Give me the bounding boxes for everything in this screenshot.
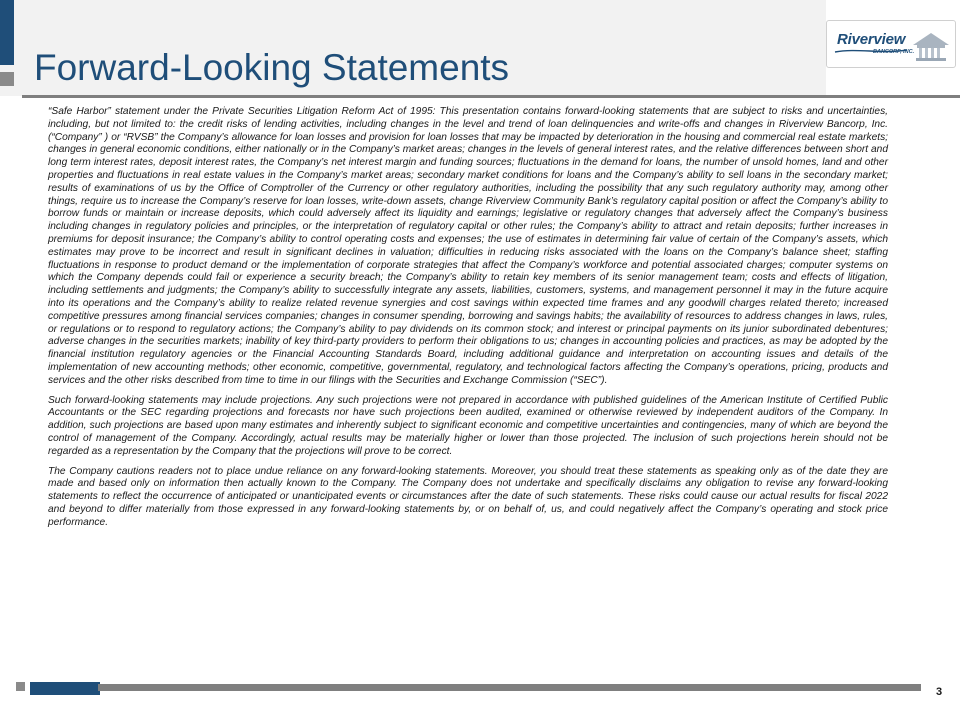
page-number: 3 bbox=[936, 686, 943, 698]
header-divider bbox=[22, 95, 960, 98]
footer-accent-square bbox=[16, 682, 25, 691]
caution-paragraph: The Company cautions readers not to place undue reliance on any forward-looking statements. Moreover, you should treat these statements as speaking only as of the date they are made and based only on information then actually known to the Company. The Company does not undertake and specifically disclaims any obligation to revise any forward-looking statements to reflect the occurrence of anticipated or unanticipated events or circumstances after the date of such statements. These risks could cause our actual results for fiscal 2022 and beyond to differ materially from those expressed in any forward-looking statements by, or on behalf of, us, and could negatively affect the Company’s operating and stock price performance. bbox=[48, 465, 888, 528]
projections-paragraph: Such forward-looking statements may include projections. Any such projections were not prepared in accordance with published guidelines of the American Institute of Certified Public Accountants or the SEC regarding projections and forecasts nor have such projections been audited, examined or otherwise reviewed by independent auditors of the Company. In addition, such projections are based upon many estimates and inherently subject to significant economic and competitive uncertainties and contingencies, many of which are beyond the control of management of the Company. Accordingly, actual results may be materially higher or lower than those projected. The inclusion of such projections herein should not be regarded as a representation by the Company that the projections will prove to be correct. bbox=[48, 394, 888, 457]
company-logo bbox=[826, 20, 956, 68]
safe-harbor-paragraph: “Safe Harbor” statement under the Private Securities Litigation Reform Act of 1995: This presentation contains forward-looking statements that are subject to risks and uncertainties, including, but not limited to: the credit risks of lending activities, including changes in the level and trend of loan delinquencies and write-offs and changes in Riverview Bancorp, Inc. (“Company” ) or “RVSB” the Company’s allowance for loan losses and provision for loan losses that may be impacted by deterioration in the housing and commercial real estate markets; changes in general economic conditions, either nationally or in the Company’s market areas; changes in the levels of general interest rates, and the relative differences between short and long term interest rates, deposit interest rates, the Company’s net interest margin and funding sources; fluctuations in the demand for loans, the number of unsold homes, land and other properties and fluctuations in real estate values in the Company’s market areas; secondary market conditions for loans and the Company’s ability to sell loans in the secondary market; results of examinations of us by the Office of Comptroller of the Currency or other regulatory authorities, including the possibility that any such regulatory authority may, among other things, require us to increase the Company’s reserve for loan losses, write-down assets, change Riverview Community Bank’s regulatory capital position or affect the Company’s ability to borrow funds or maintain or increase deposits, which could adversely affect its liquidity and earnings; legislative or regulatory changes that adversely affect the Company’s business including changes in regulatory policies and principles, or the interpretation of regulatory capital or other rules; the Company’s ability to attract and retain deposits; further increases in premiums for deposit insurance; the Company’s ability to control operating costs and expenses; the use of estimates in determining fair value of certain of the Company’s assets, which estimates may prove to be incorrect and result in significant declines in valuation; difficulties in reducing risks associated with the loans on the Company’s balance sheet; staffing fluctuations in response to product demand or the implementation of corporate strategies that affect the Company’s workforce and potential associated charges; computer systems on which the Company depends could fail or experience a security breach; the Company’s ability to retain key members of its senior management team; costs and effects of litigation, including settlements and judgments; the Company’s ability to successfully integrate any assets, liabilities, customers, systems, and management personnel it may in the future acquire into its operations and the Company’s ability to realize related revenue synergies and cost savings within expected time frames and any goodwill charges related thereto; increased competitive pressures among financial services companies; changes in consumer spending, borrowing and savings habits; the availability of resources to address changes in laws, rules, or regulations or to respond to regulatory actions; the Company’s ability to pay dividends on its common stock; and interest or principal payments on its junior subordinated debentures; adverse changes in the securities markets; inability of key third-party providers to perform their obligations to us; changes in accounting policies and practices, as may be adopted by the financial institution regulatory agencies or the Financial Accounting Standards Board, including additional guidance and interpretation on accounting issues and details of the implementation of new accounting methods; other economic, competitive, governmental, regulatory, and technological factors affecting the Company’s operations, pricing, products and services and the other risks described from time to time in our filings with the Securities and Exchange Commission (“SEC”). bbox=[48, 106, 888, 386]
disclaimer-body bbox=[48, 106, 888, 537]
header-accent-square bbox=[0, 72, 14, 86]
footer-divider bbox=[98, 684, 921, 691]
logo-wordmark: Riverview bbox=[837, 31, 906, 48]
page-title: Forward-Looking Statements bbox=[34, 47, 510, 88]
logo-subtitle: BANCORP, INC. bbox=[873, 49, 915, 55]
header-accent-bar bbox=[0, 0, 14, 65]
footer-accent-bar bbox=[30, 682, 100, 695]
